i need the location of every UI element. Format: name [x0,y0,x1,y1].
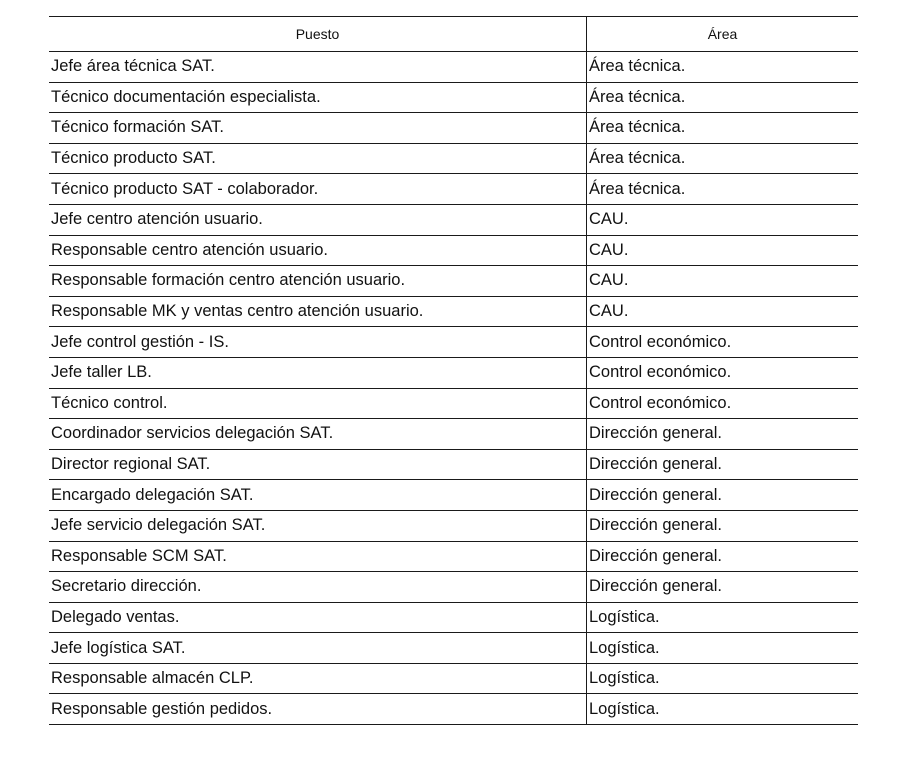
cell-area: Área técnica. [587,52,859,83]
column-header-puesto: Puesto [49,17,587,52]
cell-puesto: Responsable gestión pedidos. [49,694,587,725]
cell-puesto: Jefe servicio delegación SAT. [49,510,587,541]
cell-area: Área técnica. [587,143,859,174]
table-row [49,449,858,480]
cell-puesto: Jefe área técnica SAT. [49,52,587,83]
cell-area: Logística. [587,694,859,725]
table-row [49,204,858,235]
cell-area: CAU. [587,204,859,235]
cell-puesto: Director regional SAT. [49,449,587,480]
table-row [49,113,858,144]
table-row [49,541,858,572]
table-body [49,52,858,725]
cell-area: Área técnica. [587,82,859,113]
cell-area: Área técnica. [587,174,859,205]
cell-area: Control económico. [587,357,859,388]
cell-puesto: Responsable formación centro atención usuario. [49,266,587,297]
cell-puesto: Jefe control gestión - IS. [49,327,587,358]
cell-puesto: Técnico producto SAT. [49,143,587,174]
table-row [49,296,858,327]
table-row [49,235,858,266]
table-row [49,419,858,450]
cell-area: CAU. [587,266,859,297]
table-row [49,52,858,83]
cell-area: Control económico. [587,388,859,419]
column-header-area: Área [587,17,859,52]
table-row [49,388,858,419]
puesto-area-table [49,16,858,725]
cell-puesto: Técnico formación SAT. [49,113,587,144]
cell-area: Área técnica. [587,113,859,144]
cell-puesto: Técnico control. [49,388,587,419]
cell-area: Logística. [587,602,859,633]
cell-area: Dirección general. [587,572,859,603]
cell-area: Logística. [587,663,859,694]
table-row [49,633,858,664]
cell-puesto: Delegado ventas. [49,602,587,633]
cell-puesto: Coordinador servicios delegación SAT. [49,419,587,450]
cell-puesto: Jefe centro atención usuario. [49,204,587,235]
cell-puesto: Técnico producto SAT - colaborador. [49,174,587,205]
table-row [49,266,858,297]
cell-puesto: Encargado delegación SAT. [49,480,587,511]
cell-puesto: Responsable almacén CLP. [49,663,587,694]
table-row [49,572,858,603]
cell-puesto: Responsable centro atención usuario. [49,235,587,266]
table-row [49,82,858,113]
table-row [49,357,858,388]
cell-puesto: Secretario dirección. [49,572,587,603]
table-row [49,510,858,541]
table-row [49,143,858,174]
table-row [49,174,858,205]
cell-puesto: Responsable MK y ventas centro atención usuario. [49,296,587,327]
table-row [49,694,858,725]
cell-area: Dirección general. [587,419,859,450]
table-row [49,327,858,358]
cell-puesto: Técnico documentación especialista. [49,82,587,113]
table-row [49,480,858,511]
cell-area: Control económico. [587,327,859,358]
cell-puesto: Jefe logística SAT. [49,633,587,664]
cell-area: CAU. [587,296,859,327]
table-row [49,602,858,633]
cell-puesto: Responsable SCM SAT. [49,541,587,572]
cell-puesto: Jefe taller LB. [49,357,587,388]
cell-area: CAU. [587,235,859,266]
cell-area: Logística. [587,633,859,664]
cell-area: Dirección general. [587,480,859,511]
table-header [49,17,858,52]
header-row [49,17,858,52]
cell-area: Dirección general. [587,510,859,541]
cell-area: Dirección general. [587,449,859,480]
table-row [49,663,858,694]
cell-area: Dirección general. [587,541,859,572]
